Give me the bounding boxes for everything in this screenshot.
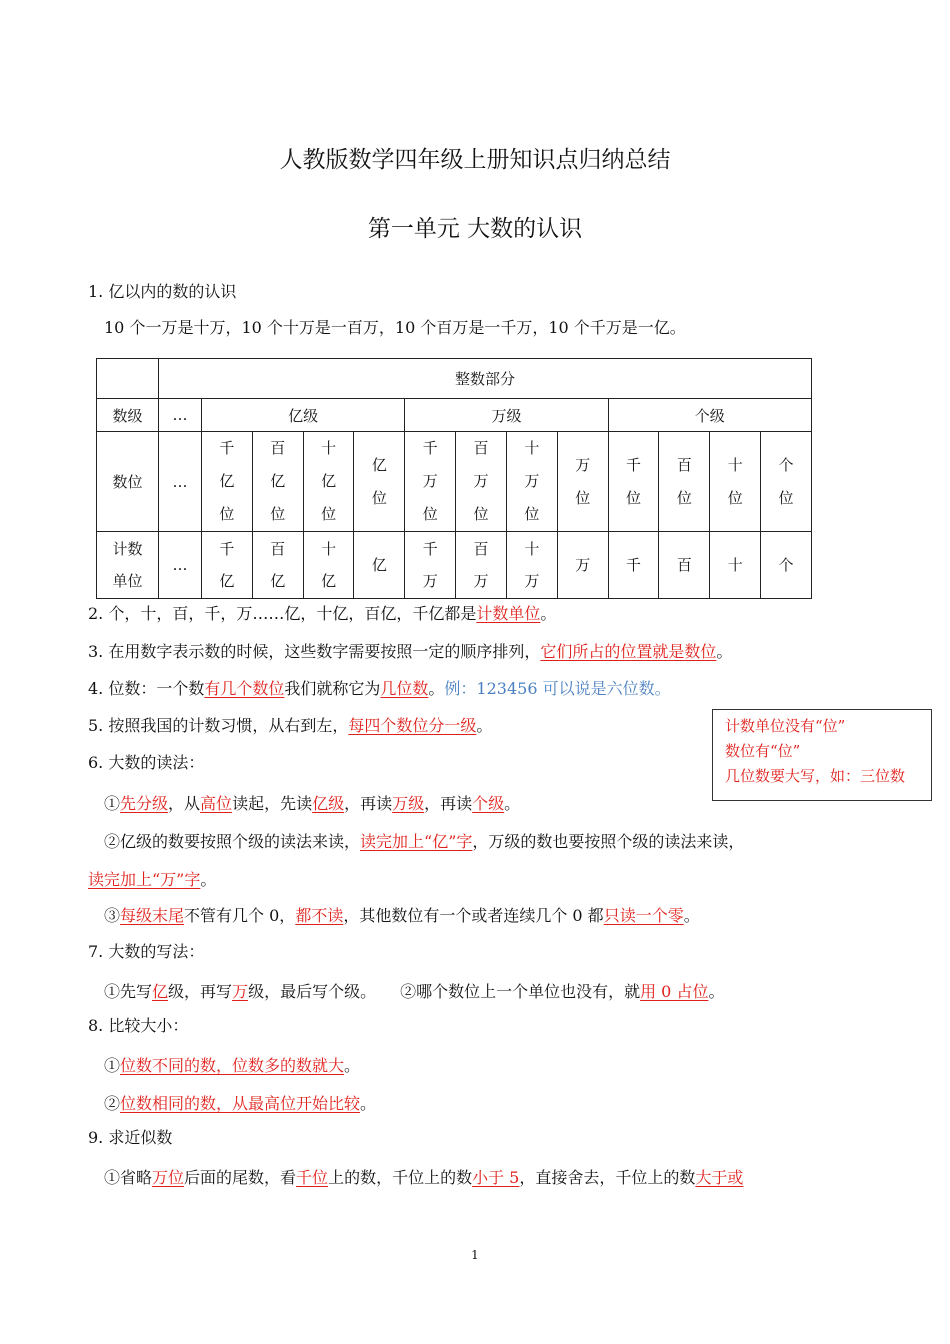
- unit-cell: [202, 532, 253, 599]
- side-note-box: [712, 709, 932, 801]
- section-6-line-3: [104, 905, 700, 927]
- table-corner-cell: [97, 359, 159, 399]
- unit-char: 十: [524, 540, 540, 558]
- text: 级，再写: [168, 982, 233, 1001]
- digit-char: 位: [626, 488, 642, 507]
- digit-char: 位: [270, 505, 286, 523]
- highlight: 位数不同的数，位数多的数就大: [120, 1056, 345, 1075]
- page-number: 1: [471, 1248, 479, 1262]
- section-1-text: 10 个一万是十万，10 个十万是一百万，10 个百万是一千万，10 个千万是一亿。: [104, 318, 686, 337]
- digit-cell: [405, 432, 456, 532]
- digit-cell: [506, 432, 557, 532]
- digit-char: 亿: [270, 472, 286, 490]
- text: ①: [104, 794, 121, 813]
- highlight: 大于或: [695, 1168, 744, 1187]
- note-line: 计数单位没有“位”: [725, 717, 846, 735]
- digit-cell: [252, 432, 303, 532]
- digit-char: 位: [676, 488, 692, 507]
- highlight: 先分级: [120, 794, 169, 813]
- level-wan: 万级: [405, 399, 608, 432]
- highlight: 它们所占的位置就是数位: [540, 642, 717, 661]
- section-7-heading: 7. 大数的写法：: [88, 942, 205, 961]
- section-8-line-2: [104, 1093, 376, 1115]
- section-2: [88, 603, 556, 625]
- text: 。: [540, 604, 557, 623]
- unit-char: 千: [626, 556, 642, 574]
- highlight: 万: [232, 982, 249, 1001]
- unit-char: 十: [727, 556, 743, 574]
- text: ，其他数位有一个或者连续几个 0 都: [343, 906, 604, 925]
- unit-char: 百: [473, 540, 489, 558]
- highlight: 读完加上“亿”字: [360, 832, 473, 851]
- note-line: 几位数要大写，如：三位数: [725, 767, 906, 785]
- unit-cell: [303, 532, 354, 599]
- digit-cell: [761, 432, 812, 532]
- digit-cell: [456, 432, 507, 532]
- text: ，万级的数也要按照个级的读法来读，: [472, 832, 745, 851]
- unit-title: 第一单元 大数的认识: [367, 216, 583, 242]
- digit-char: 千: [219, 439, 235, 457]
- unit-char: 万: [575, 556, 591, 574]
- unit-char: 万: [473, 572, 489, 590]
- text: ①省略: [104, 1168, 153, 1187]
- text: 上的数，千位上的数: [328, 1168, 473, 1187]
- unit-char: 万: [422, 572, 438, 590]
- text: ②亿级的数要按照个级的读法来读，: [104, 832, 361, 851]
- text: 我们就称它为: [284, 679, 381, 698]
- highlight: 每四个数位分一级: [348, 716, 477, 735]
- digit-cell: [608, 432, 659, 532]
- text: 。: [716, 642, 733, 661]
- digit-char: 万: [524, 472, 540, 490]
- digit-char: 万: [473, 472, 489, 490]
- unit-char: 千: [219, 540, 235, 558]
- digit-char: 位: [727, 488, 743, 507]
- section-5: [88, 715, 492, 737]
- note-line: 数位有“位”: [725, 742, 801, 760]
- digit-char: 个: [778, 455, 794, 474]
- digit-char: 亿: [371, 455, 387, 474]
- unit-cell: [354, 532, 405, 599]
- header-integer-part: 整数部分: [159, 359, 812, 399]
- unit-char: 个: [778, 556, 794, 574]
- text: ①: [104, 1056, 121, 1075]
- text: 读起，先读: [232, 794, 313, 813]
- digit-char: 位: [371, 488, 387, 507]
- text: 。: [428, 679, 445, 698]
- digit-char: 位: [219, 505, 235, 523]
- digit-char: 亿: [321, 472, 337, 490]
- row-label-digit: 数位: [97, 432, 159, 532]
- digit-char: 十: [321, 439, 337, 457]
- text: 。: [360, 1094, 377, 1113]
- text: 2. 个，十，百，千，万……亿，十亿，百亿，千亿都是: [88, 604, 477, 623]
- unit-char: 亿: [321, 572, 337, 590]
- text: ①先写: [104, 982, 153, 1001]
- text: ，再读: [424, 794, 473, 813]
- highlight: 每级末尾: [120, 906, 185, 925]
- unit-char: 万: [524, 572, 540, 590]
- text: ②哪个数位上一个单位也没有，就: [400, 982, 641, 1001]
- section-9-line-1: [104, 1167, 743, 1189]
- digit-cell: [303, 432, 354, 532]
- highlight: 万级: [392, 794, 425, 813]
- highlight: 亿级: [312, 794, 345, 813]
- unit-cell: [710, 532, 761, 599]
- section-6-line-2-cont: [88, 869, 216, 891]
- section-1-heading: 1. 亿以内的数的认识: [88, 282, 237, 301]
- text: 后面的尾数，看: [184, 1168, 297, 1187]
- digit-char: 位: [778, 488, 794, 507]
- highlight: 只读一个零: [603, 906, 684, 925]
- page-title: 人教版数学四年级上册知识点归纳总结: [279, 147, 671, 173]
- text: ，直接舍去，千位上的数: [519, 1168, 696, 1187]
- unit-char: 百: [676, 556, 692, 574]
- unit-cell: [761, 532, 812, 599]
- place-value-table: [96, 358, 812, 599]
- text: ③: [104, 906, 121, 925]
- text: 。: [708, 982, 725, 1001]
- text: 。: [344, 1056, 361, 1075]
- section-4: [88, 678, 671, 700]
- highlight: 读完加上“万”字: [88, 870, 201, 889]
- section-8-line-1: [104, 1055, 360, 1077]
- digit-char: 千: [626, 455, 642, 474]
- ellipsis-cell: …: [159, 532, 202, 599]
- digit-char: 百: [270, 439, 286, 457]
- highlight: 位数相同的数，从最高位开始比较: [120, 1094, 361, 1113]
- unit-cell: [252, 532, 303, 599]
- highlight: 有几个数位: [204, 679, 285, 698]
- example-text: 例：123456 可以说是六位数。: [444, 679, 671, 698]
- digit-char: 万: [422, 472, 438, 490]
- highlight: 万位: [152, 1168, 185, 1187]
- level-yi: 亿级: [202, 399, 405, 432]
- unit-cell: [557, 532, 608, 599]
- digit-char: 十: [524, 439, 540, 457]
- highlight: 个级: [472, 794, 505, 813]
- text: 4. 位数：一个数: [88, 679, 205, 698]
- section-9-heading: 9. 求近似数: [88, 1128, 173, 1147]
- digit-cell: [202, 432, 253, 532]
- highlight: 小于 5: [472, 1168, 520, 1187]
- section-3: [88, 641, 732, 663]
- digit-char: 百: [676, 455, 692, 474]
- text: 。: [504, 794, 521, 813]
- unit-cell: [608, 532, 659, 599]
- row-label-unit-line: 单位: [112, 572, 143, 590]
- text: 3. 在用数字表示数的时候，这些数字需要按照一定的顺序排列，: [88, 642, 541, 661]
- digit-cell: [710, 432, 761, 532]
- digit-cell: [659, 432, 710, 532]
- digit-char: 位: [321, 505, 337, 523]
- digit-char: 百: [473, 439, 489, 457]
- row-label-unit-line: 计数: [112, 540, 143, 558]
- ellipsis-cell: …: [159, 432, 202, 532]
- unit-cell: [405, 532, 456, 599]
- row-label-level: 数级: [97, 399, 159, 432]
- digit-cell: [354, 432, 405, 532]
- section-6-heading: 6. 大数的读法：: [88, 753, 205, 772]
- highlight: 几位数: [380, 679, 429, 698]
- unit-cell: [506, 532, 557, 599]
- level-ge: 个级: [608, 399, 811, 432]
- unit-char: 亿: [270, 572, 286, 590]
- section-7-line-1: [104, 981, 724, 1003]
- unit-char: 千: [422, 540, 438, 558]
- unit-cell: [659, 532, 710, 599]
- digit-char: 千: [422, 439, 438, 457]
- digit-char: 亿: [219, 472, 235, 490]
- text: ，再读: [344, 794, 393, 813]
- highlight: 亿: [152, 982, 169, 1001]
- highlight: 计数单位: [476, 604, 541, 623]
- digit-char: 位: [575, 488, 591, 507]
- highlight: 都不读: [295, 906, 344, 925]
- text: ②: [104, 1094, 121, 1113]
- section-6-line-1: [104, 793, 520, 815]
- text: 。: [476, 716, 493, 735]
- highlight: 高位: [200, 794, 233, 813]
- unit-char: 十: [321, 540, 337, 558]
- text: 不管有几个 0，: [184, 906, 296, 925]
- unit-char: 百: [270, 540, 286, 558]
- digit-char: 位: [422, 505, 438, 523]
- highlight: 千位: [296, 1168, 329, 1187]
- digit-cell: [557, 432, 608, 532]
- unit-char: 亿: [371, 556, 387, 574]
- highlight: 用 0 占位: [640, 982, 709, 1001]
- row-label-unit: [97, 532, 159, 599]
- unit-cell: [456, 532, 507, 599]
- digit-char: 十: [727, 455, 743, 474]
- text: ，从: [168, 794, 201, 813]
- digit-char: 位: [524, 505, 540, 523]
- unit-char: 亿: [219, 572, 235, 590]
- digit-char: 位: [473, 505, 489, 523]
- text: 。: [683, 906, 700, 925]
- text: 。: [200, 870, 217, 889]
- digit-char: 万: [575, 455, 591, 474]
- text: 级，最后写个级。: [248, 982, 377, 1001]
- text: 5. 按照我国的计数习惯，从右到左，: [88, 716, 349, 735]
- section-8-heading: 8. 比较大小：: [88, 1016, 189, 1035]
- ellipsis-cell: …: [159, 399, 202, 432]
- section-6-line-2: [104, 831, 744, 853]
